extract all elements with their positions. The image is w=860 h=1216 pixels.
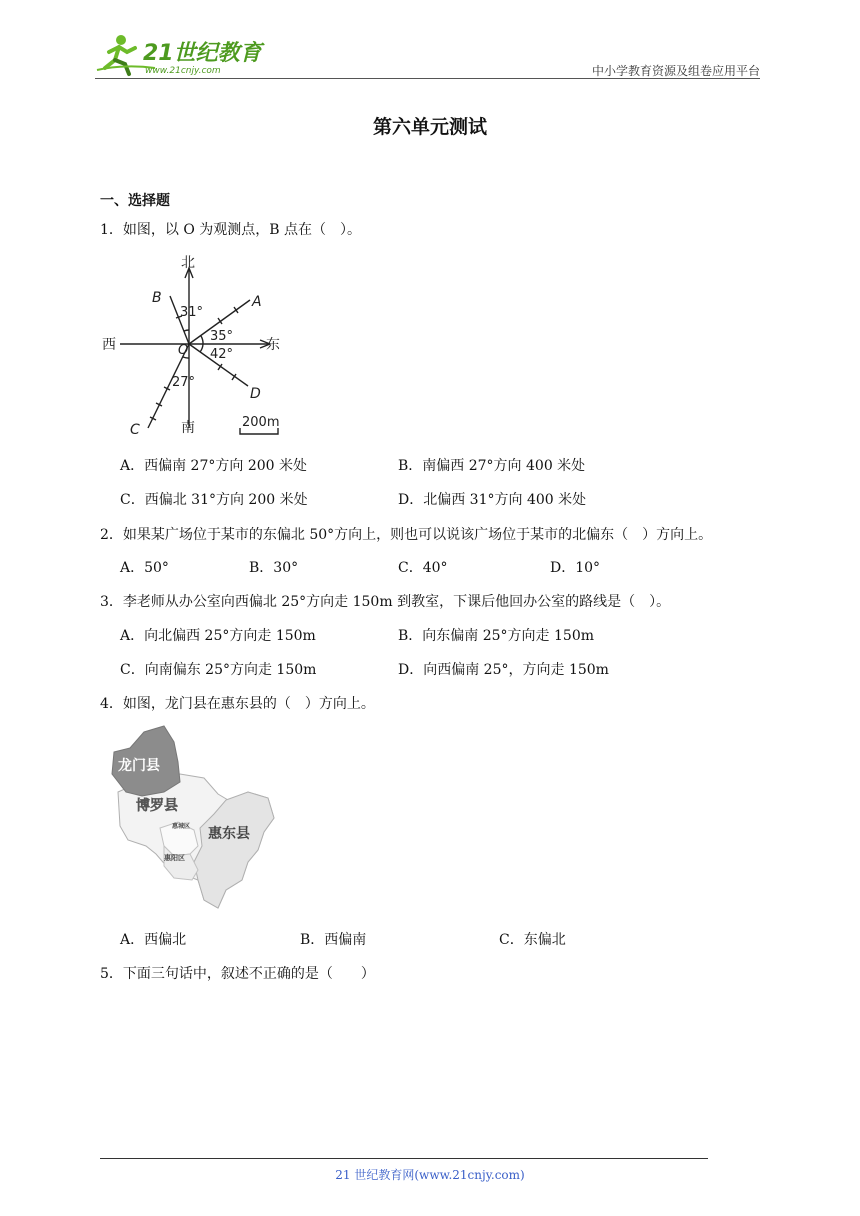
logo-main-text: 21世纪教育 bbox=[143, 41, 262, 66]
point-A: A bbox=[252, 294, 262, 310]
page-title: 第六单元测试 bbox=[372, 116, 487, 138]
tick bbox=[234, 307, 238, 313]
q4-option-a: A．西偏北 bbox=[120, 932, 187, 948]
label-huidong: 惠东县 bbox=[208, 826, 250, 842]
point-B: B bbox=[152, 290, 162, 306]
point-O: O bbox=[178, 343, 189, 358]
label-boluo: 博罗县 bbox=[136, 798, 178, 814]
q2-option-c: C．40° bbox=[398, 560, 448, 576]
q2-option-b: B．30° bbox=[249, 560, 299, 576]
platform-name: 中小学教育资源及组卷应用平台 bbox=[591, 64, 760, 78]
q4-option-b: B．西偏南 bbox=[300, 932, 367, 948]
label-huicheng: 惠城区 bbox=[172, 823, 191, 830]
point-C: C bbox=[130, 422, 140, 438]
compass-figure bbox=[100, 252, 290, 442]
footer-text: 21 世纪教育网(www.21cnjy.com) bbox=[335, 1168, 525, 1182]
q1-option-b: B．南偏西 27°方向 400 米处 bbox=[398, 458, 586, 474]
q4-option-c: C．东偏北 bbox=[499, 932, 566, 948]
county-map-figure bbox=[108, 722, 278, 914]
label-east: 东 bbox=[266, 337, 280, 353]
question-3-stem: 3．李老师从办公室向西偏北 25°方向走 150m 到教室，下课后他回办公室的路线是（ ）。 bbox=[100, 594, 671, 610]
logo-sub-text: www.21cnjy.com bbox=[145, 66, 221, 76]
section-heading: 一、选择题 bbox=[100, 193, 170, 209]
question-4-stem: 4．如图，龙门县在惠东县的（ ）方向上。 bbox=[100, 696, 375, 712]
angle-arc-B bbox=[184, 330, 189, 331]
q3-option-b: B．向东偏南 25°方向走 150m bbox=[398, 628, 594, 644]
ray-B bbox=[170, 296, 189, 344]
label-west: 西 bbox=[102, 337, 116, 353]
angle-label-D: 42° bbox=[210, 347, 234, 362]
page-header bbox=[95, 30, 760, 78]
label-north: 北 bbox=[181, 255, 195, 271]
angle-label-C: 27° bbox=[172, 375, 196, 390]
angle-label-A: 35° bbox=[210, 329, 234, 344]
label-south: 南 bbox=[181, 420, 195, 436]
angle-arc-A bbox=[201, 336, 203, 344]
q3-option-a: A．向北偏西 25°方向走 150m bbox=[120, 628, 316, 644]
label-longmen: 龙门县 bbox=[118, 758, 160, 774]
label-huiyang: 惠阳区 bbox=[164, 854, 185, 862]
question-2-stem: 2．如果某广场位于某市的东偏北 50°方向上，则也可以说该广场位于某市的北偏东（ ）方向上。 bbox=[100, 527, 713, 543]
footer-divider bbox=[100, 1158, 708, 1159]
q1-option-a: A．西偏南 27°方向 200 米处 bbox=[120, 458, 307, 474]
angle-label-B: 31° bbox=[180, 305, 204, 320]
q3-option-d: D．向西偏南 25°，方向走 150m bbox=[398, 662, 609, 678]
scale-label: 200m bbox=[242, 415, 280, 430]
q2-option-d: D．10° bbox=[550, 560, 601, 576]
q1-option-d: D．北偏西 31°方向 400 米处 bbox=[398, 492, 587, 508]
site-logo bbox=[95, 30, 295, 78]
q1-option-c: C．西偏北 31°方向 200 米处 bbox=[120, 492, 308, 508]
q3-option-c: C．向南偏东 25°方向走 150m bbox=[120, 662, 317, 678]
point-D: D bbox=[250, 386, 261, 402]
q2-option-a: A．50° bbox=[120, 560, 169, 576]
angle-arc-D bbox=[200, 344, 203, 352]
question-1-stem: 1．如图，以 O 为观测点，B 点在（ ）。 bbox=[100, 222, 362, 238]
question-5-stem: 5．下面三句话中，叙述不正确的是（ ） bbox=[100, 966, 375, 982]
header-divider bbox=[95, 78, 760, 79]
